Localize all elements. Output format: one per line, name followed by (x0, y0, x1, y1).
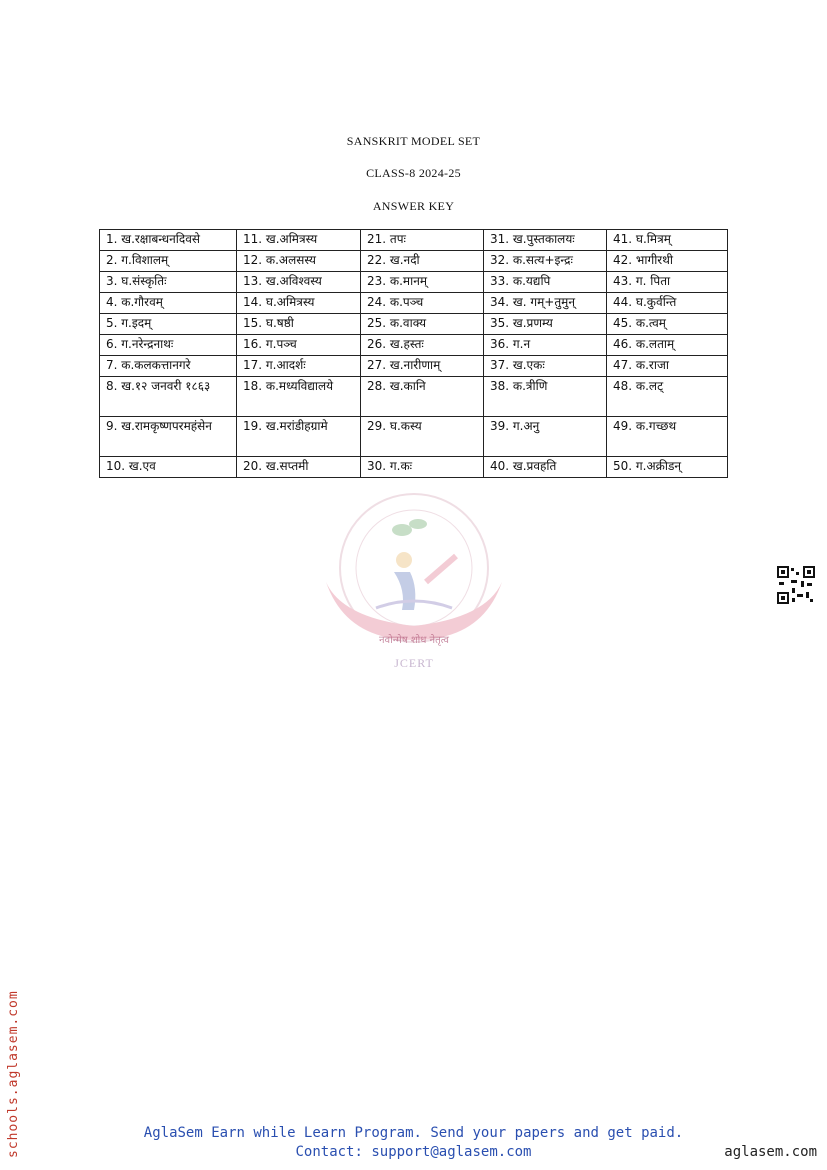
answer-cell: 37. ख.एकः (484, 356, 607, 377)
answer-cell: 18. क.मध्यविद्यालये (237, 377, 361, 417)
table-row (100, 230, 728, 251)
answer-cell: 5. ग.इदम् (100, 314, 237, 335)
answer-cell: 38. क.त्रीणि (484, 377, 607, 417)
answer-cell: 21. तपः (361, 230, 484, 251)
answer-cell: 11. ख.अमित्रस्य (237, 230, 361, 251)
answer-cell: 43. ग. पिता (607, 272, 728, 293)
answer-cell: 31. ख.पुस्तकालयः (484, 230, 607, 251)
answer-cell: 46. क.लताम् (607, 335, 728, 356)
answer-cell: 6. ग.नरेन्द्रनाथः (100, 335, 237, 356)
table-row (100, 293, 728, 314)
footer-site-link[interactable]: aglasem.com (724, 1144, 817, 1160)
answer-cell: 29. घ.कस्य (361, 417, 484, 457)
answer-cell: 9. ख.रामकृष्णपरमहंसेन (100, 417, 237, 457)
answer-cell: 15. घ.षष्ठी (237, 314, 361, 335)
footer-promo-text: AglaSem Earn while Learn Program. Send your papers and get paid. (143, 1125, 684, 1141)
answer-key-heading: ANSWER KEY (372, 199, 455, 213)
answer-cell: 33. क.यद्यपि (484, 272, 607, 293)
footer-contact-link[interactable]: Contact: support@aglasem.com (295, 1144, 532, 1160)
qr-code-icon (777, 566, 815, 604)
answer-cell: 50. ग.अक्रीडन् (607, 457, 728, 478)
answer-cell: 40. ख.प्रवहति (484, 457, 607, 478)
watermark-motto: नवोन्मेष शोध नेतृत्व (379, 635, 449, 646)
answer-cell: 19. ख.मरांडीहग्रामे (237, 417, 361, 457)
answer-table-body (100, 230, 728, 478)
answer-cell: 47. क.राजा (607, 356, 728, 377)
answer-cell: 1. ख.रक्षाबन्धनदिवसे (100, 230, 237, 251)
answer-cell: 48. क.लट् (607, 377, 728, 417)
answer-cell: 22. ख.नदी (361, 251, 484, 272)
answer-cell: 7. क.कलकत्तानगरे (100, 356, 237, 377)
answer-cell: 35. ख.प्रणम्य (484, 314, 607, 335)
answer-key-table (99, 229, 728, 478)
answer-cell: 27. ख.नारीणाम् (361, 356, 484, 377)
answer-cell: 32. क.सत्य+इन्द्रः (484, 251, 607, 272)
jcert-watermark-logo (306, 490, 522, 675)
answer-cell: 14. घ.अमित्रस्य (237, 293, 361, 314)
side-watermark-url: schools.aglasem.com (6, 990, 21, 1158)
answer-cell: 49. क.गच्छथ (607, 417, 728, 457)
answer-cell: 23. क.मानम् (361, 272, 484, 293)
answer-cell: 2. ग.विशालम् (100, 251, 237, 272)
class-line: CLASS-8 2024-25 (366, 166, 461, 180)
table-row (100, 417, 728, 457)
answer-cell: 28. ख.कानि (361, 377, 484, 417)
answer-cell: 17. ग.आदर्शः (237, 356, 361, 377)
answer-cell: 45. क.त्वम् (607, 314, 728, 335)
answer-cell: 24. क.पञ्च (361, 293, 484, 314)
answer-cell: 3. घ.संस्कृतिः (100, 272, 237, 293)
answer-cell: 44. घ.कुर्वन्ति (607, 293, 728, 314)
answer-cell: 20. ख.सप्तमी (237, 457, 361, 478)
answer-cell: 25. क.वाक्य (361, 314, 484, 335)
table-row (100, 377, 728, 417)
watermark-logo-text: JCERT (394, 656, 434, 670)
answer-cell: 26. ख.हस्तः (361, 335, 484, 356)
table-row (100, 457, 728, 478)
answer-cell: 10. ख.एव (100, 457, 237, 478)
answer-cell: 8. ख.१२ जनवरी १८६३ (100, 377, 237, 417)
table-row (100, 272, 728, 293)
answer-cell: 34. ख. गम्+तुमुन् (484, 293, 607, 314)
document-title: SANSKRIT MODEL SET (346, 134, 481, 148)
answer-cell: 42. भागीरथी (607, 251, 728, 272)
answer-cell: 36. ग.न (484, 335, 607, 356)
table-row (100, 356, 728, 377)
table-row (100, 314, 728, 335)
table-row (100, 251, 728, 272)
answer-cell: 13. ख.अविश्वस्य (237, 272, 361, 293)
answer-cell: 16. ग.पञ्च (237, 335, 361, 356)
answer-cell: 39. ग.अनु (484, 417, 607, 457)
table-row (100, 335, 728, 356)
answer-cell: 4. क.गौरवम् (100, 293, 237, 314)
answer-cell: 41. घ.मित्रम् (607, 230, 728, 251)
answer-cell: 12. क.अलसस्य (237, 251, 361, 272)
answer-cell: 30. ग.कः (361, 457, 484, 478)
